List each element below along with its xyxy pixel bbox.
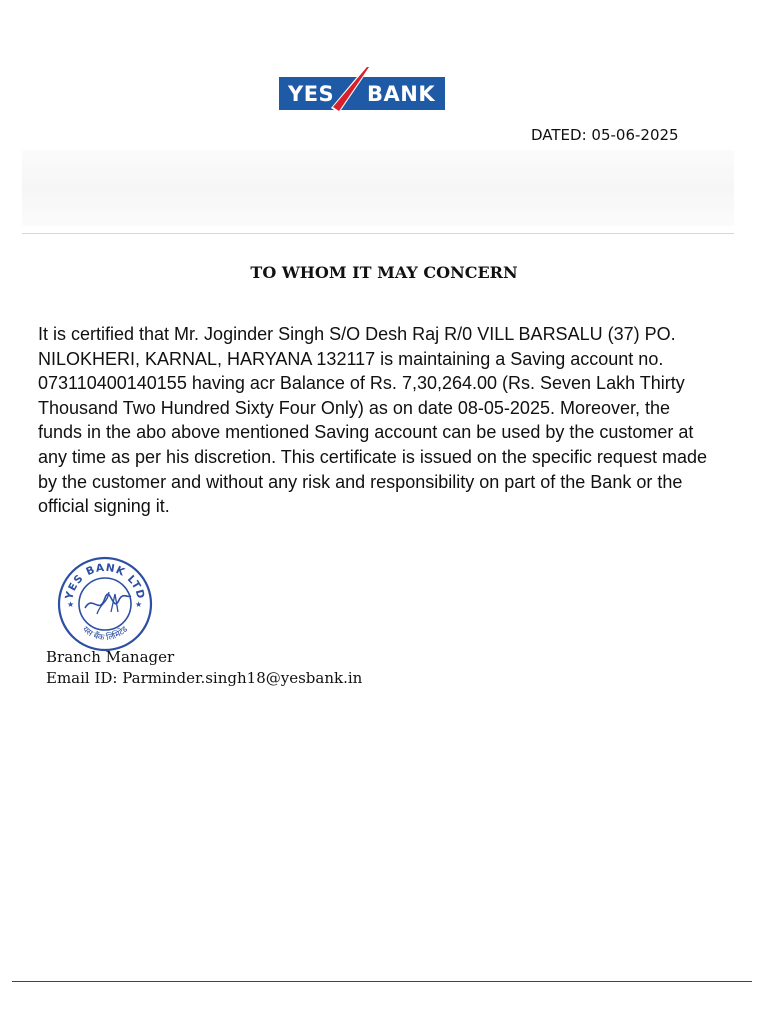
bank-stamp-icon	[55, 554, 155, 654]
body-line-3: 073110400140155 having acr Balance of Rs. 7,30,264.00 (Rs. Seven Lakh Thirty	[38, 373, 685, 394]
faded-address-band	[22, 150, 734, 226]
body-line-5: funds in the abo above mentioned Saving account can be used by the customer at	[38, 422, 694, 443]
signatory-email: Email ID: Parminder.singh18@yesbank.in	[46, 669, 363, 687]
body-line-4: Thousand Two Hundred Sixty Four Only) as on date 08-05-2025. Moreover, the	[38, 397, 671, 418]
dated-text: DATED: 05-06-2025	[531, 126, 679, 144]
stamp-bottom-text: यस बैंक लिमिटेड	[80, 624, 130, 644]
stamp-top-text: YES BANK LTD	[63, 561, 147, 601]
letter-heading: TO WHOM IT MAY CONCERN	[250, 263, 518, 282]
yes-bank-logo	[279, 66, 445, 122]
logo-bank-text: BANK	[367, 82, 436, 106]
body-line-1: It is certified that Mr. Joginder Singh S/O Desh Raj R/0 VILL BARSALU (37) PO.	[38, 324, 676, 344]
svg-text:★: ★	[67, 600, 75, 609]
body-line-2: NILOKHERI, KARNAL, HARYANA 132117 is maintaining a Saving account no.	[38, 348, 664, 369]
signatory-title: Branch Manager	[46, 648, 175, 666]
letter-body	[38, 322, 750, 519]
svg-text:★: ★	[135, 600, 143, 609]
body-line-7: by the customer and without any risk and responsibility on part of the Bank or the	[38, 471, 683, 492]
bottom-divider	[12, 981, 752, 982]
body-line-8: official signing it.	[38, 496, 170, 517]
body-line-6: any time as per his discretion. This certificate is issued on the specific request made	[38, 446, 707, 467]
logo-tick-icon	[279, 66, 445, 122]
svg-text:यस बैंक लिमिटेड	[80, 624, 130, 643]
logo-yes-text: YES	[288, 82, 335, 106]
top-divider	[22, 233, 734, 234]
